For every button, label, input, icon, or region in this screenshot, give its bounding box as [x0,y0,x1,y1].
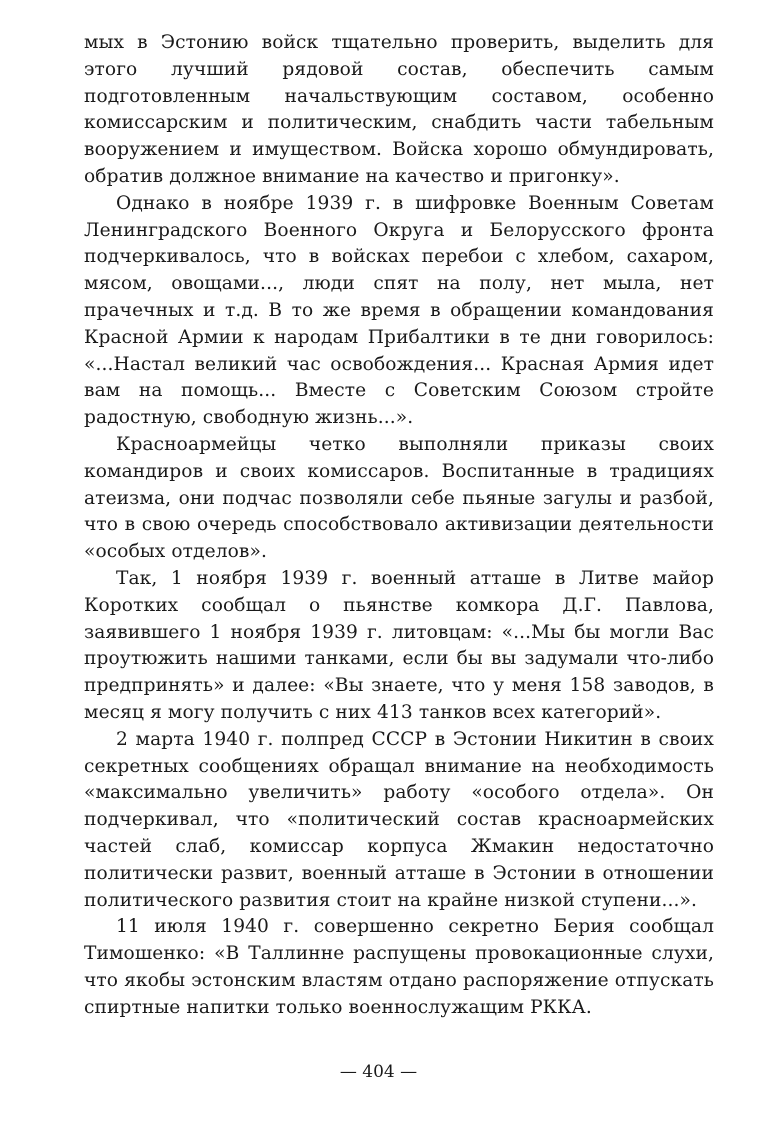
page-number: — 404 — [339,1062,418,1082]
paragraph: Однако в ноябре 1939 г. в шифровке Военным Советам Ленинградского Военного Округа и Белорусского фронта подчеркивалось, что в войсках перебои с хлебом, сахаром, мясом, овощами..., люди спят на полу, нет мыла, нет прачечных и т.д. В то же время в обращении командования Красной Армии к народам Прибалтики в те дни говорилось: «...Настал великий час освобождения... Красная Армия идет вам на помощь... Вместе с Советским Союзом стройте радостную, свободную жизнь...». [84,192,714,429]
paragraph-continuation: мых в Эстонию войск тщательно проверить, выделить для этого лучший рядовой состав, обеспечить самым подготовленным начальствующим составом, особенно комиссарским и политическим, снабдить части табельным вооружением и имуществом. Войска хорошо обмундировать, обратив должное внимание на качество и пригонку». [84,32,714,187]
paragraph: 2 марта 1940 г. полпред СССР в Эстонии Никитин в своих секретных сообщениях обращал внимание на необходимость «максимально увеличить» работу «особого отдела». Он подчеркивал, что «политический состав красноармейских частей слаб, комиссар корпуса Жмакин недостаточно политически развит, военный атташе в Эстонии в отношении политического развития стоит на крайне низкой ступени...». [84,728,714,911]
paragraph: Так, 1 ноября 1939 г. военный атташе в Литве майор Коротких сообщал о пьянстве комкора Д.Г. Павлова, заявившего 1 ноября 1939 г. литовцам: «...Мы бы могли Вас проутюжить нашими танками, если бы вы задумали что-либо предпринять» и далее: «Вы знаете, что у меня 158 заводов, в месяц я могу получить с них 413 танков всех категорий». [84,567,714,723]
paragraph: Красноармейцы четко выполняли приказы своих командиров и своих комиссаров. Воспитанные в традициях атеизма, они подчас позволяли себе пьяные загулы и разбой, что в свою очередь способствовало активизации деятельности «особых отделов». [84,433,714,563]
paragraph: 11 июля 1940 г. совершенно секретно Берия сообщал Тимошенко: «В Таллинне распущены провокационные слухи, что якобы эстонским властям отдано распоряжение отпускать спиртные напитки только военнослужащим РККА. [84,916,714,1018]
page-body [84,30,714,1021]
